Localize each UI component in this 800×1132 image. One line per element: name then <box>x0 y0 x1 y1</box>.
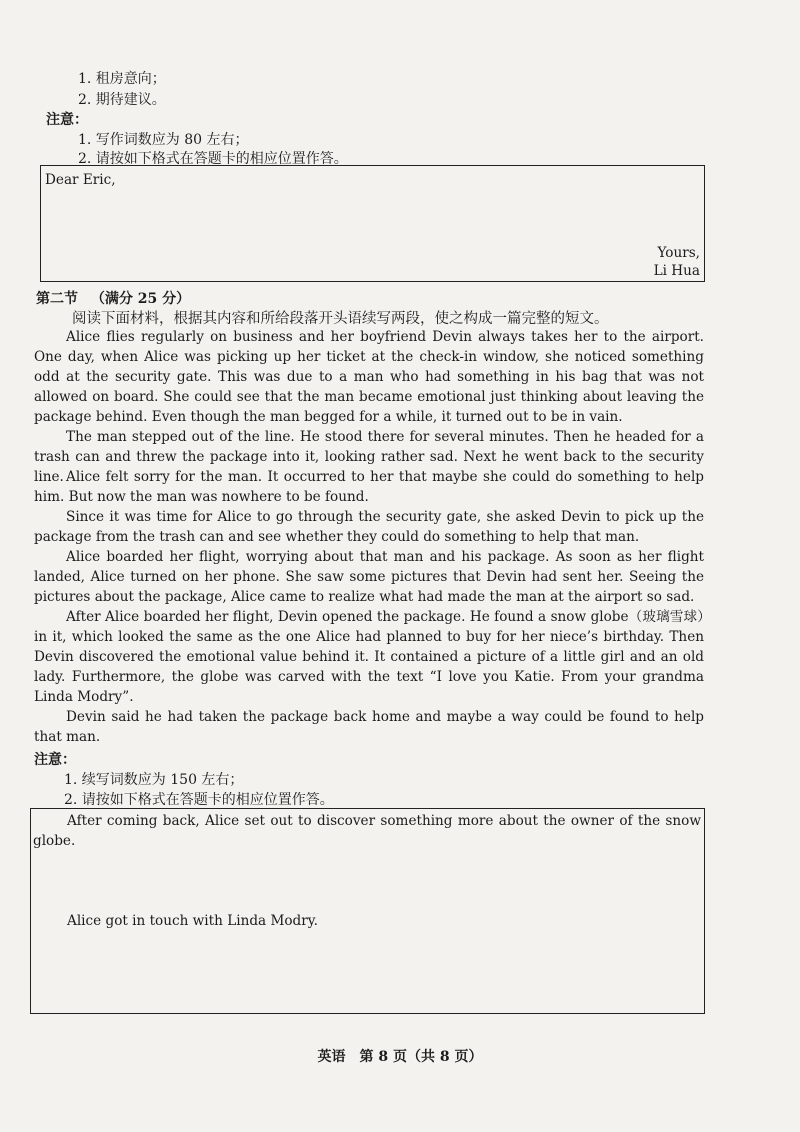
section-number: 第二节 <box>36 291 78 307</box>
continuation-opening-2: Alice got in touch with Linda Modry. <box>67 913 318 929</box>
passage-paragraph-2: The man stepped out of the line. He stood there for several minutes. Then he headed for a trash can and threw the package into it, looking rather sad. Next he went back to the security line. <box>34 429 704 485</box>
passage-paragraph-5: Alice boarded her flight, worrying about that man and his package. As soon as her flight landed, Alice turned on her phone. She saw some pictures that Devin had sent her. Seeing the pictures about the package, Alice came to realize what had made the man at the airport so sad. <box>34 549 704 605</box>
passage-paragraph-1: Alice flies regularly on business and her boyfriend Devin always takes her to the airport. One day, when Alice was picking up her ticket at the check-in window, she noticed something odd at the security gate. This was due to a man who had something in his bag that was not allowed on board. She could see that the man became emotional just thinking about leaving the package behind. Even though the man begged for a while, it turned out to be in vain. <box>34 329 704 425</box>
note-1: 1. 写作词数应为 80 左右； <box>78 132 249 148</box>
continuation-opening-1: After coming back, Alice set out to discover something more about the owner of the snow globe. <box>33 813 701 849</box>
passage-paragraph-3: Alice felt sorry for the man. It occurred to her that maybe she could do something to help him. But now the man was nowhere to be found. <box>34 469 704 505</box>
passage-paragraph-6: After Alice boarded her flight, Devin opened the package. He found a snow globe（玻璃雪球）in it, which looked the same as the one Alice had planned to buy for her niece’s birthday. Then Devin discovered the emotional value behind it. It contained a picture of a little girl and an old lady. Furthermore, the globe was carved with the text “I love you Katie. From your grandma Linda Modry”. <box>34 609 704 705</box>
notes2-label: 注意： <box>34 752 76 768</box>
letter-greeting: Dear Eric, <box>45 172 116 188</box>
notes-label: 注意： <box>46 112 88 128</box>
section-score: （满分 25 分） <box>90 291 191 307</box>
writing-point-1: 1. 租房意向； <box>78 71 166 87</box>
note2-1: 1. 续写词数应为 150 左右； <box>64 772 244 788</box>
passage-paragraph-7: Devin said he had taken the package back home and maybe a way could be found to help that man. <box>34 709 704 745</box>
continuation-answer-box <box>30 808 705 1014</box>
section-title <box>36 290 190 308</box>
letter-signature: Li Hua <box>653 263 700 279</box>
section-instruction: 阅读下面材料，根据其内容和所给段落开头语续写两段，使之构成一篇完整的短文。 <box>72 311 609 327</box>
letter-closing: Yours, <box>657 245 700 261</box>
note-2: 2. 请按如下格式在答题卡的相应位置作答。 <box>78 151 348 167</box>
page-footer: 英语 第 8 页（共 8 页） <box>317 1049 483 1065</box>
passage-paragraph-4: Since it was time for Alice to go through the security gate, she asked Devin to pick up the package from the trash can and see whether they could do something to help that man. <box>34 509 704 545</box>
writing-point-2: 2. 期待建议。 <box>78 92 166 108</box>
note2-2: 2. 请按如下格式在答题卡的相应位置作答。 <box>64 792 334 808</box>
letter-answer-box <box>40 165 705 282</box>
